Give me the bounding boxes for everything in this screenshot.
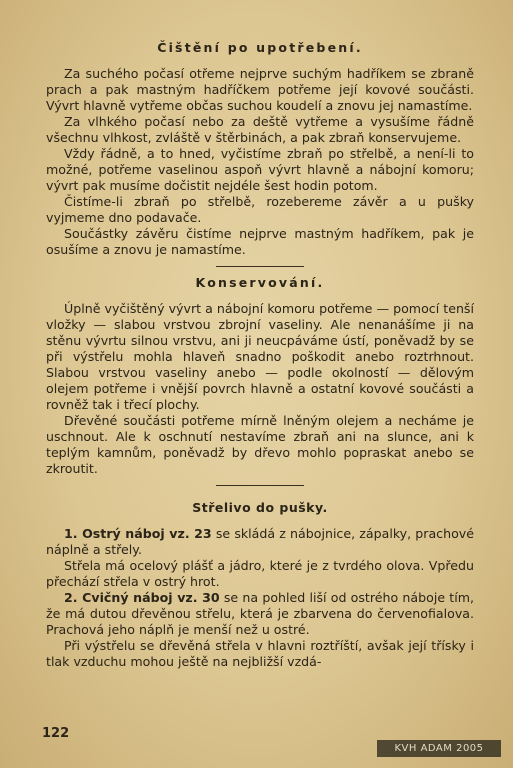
page-number: 122 (42, 726, 70, 741)
page-content (46, 40, 474, 670)
paragraph: Za vlhkého počasí nebo za deště vytřeme a vysušíme řádně všechnu vlhkost, zvláště v štěrbinách, a pak zbraň konservujeme. (46, 114, 474, 145)
section-heading-cleaning: Čištění po upotřebení. (157, 40, 363, 55)
paragraph: Střela má ocelový plášť a jádro, které je z tvrdého olova. Vpředu přechází střela v ostrý hrot. (46, 558, 474, 589)
paragraph-item-1 (46, 526, 474, 558)
item-text: se skládá z nábojnice, zápalky, prachové náplně a střely. (46, 526, 474, 557)
paragraph: Vždy řádně, a to hned, vyčistíme zbraň po střelbě, a není-li to možné, potřeme vaselinou aspoň vývrt hlavně a nábojní komoru; vývrt pak musíme dočistit nejdéle šest hodin potom. (46, 146, 474, 193)
section-heading-ammunition: Střelivo do pušky. (192, 500, 328, 515)
paragraph: Při výstřelu se dřevěná střela v hlavni roztříští, avšak její třísky i tlak vzduchu mohou ještě na nejbližší vzdá- (46, 638, 474, 669)
archive-stamp: KVH ADAM 2005 (377, 740, 501, 757)
section-divider (216, 266, 304, 267)
paragraph: Čistíme-li zbraň po střelbě, rozebereme závěr a u pušky vyjmeme dno podavače. (46, 194, 474, 225)
item-term: 2. Cvičný náboj vz. 30 (64, 590, 220, 605)
item-text: se na pohled liší od ostrého náboje tím, že má dutou dřevěnou střelu, která je zbarvena do červenofialova. Prachová jeho náplň je menší než u ostré. (46, 590, 474, 637)
item-term: 1. Ostrý náboj vz. 23 (64, 526, 212, 541)
paragraph-item-2 (46, 590, 474, 638)
section-heading-conservation: Konservování. (195, 275, 325, 290)
section-divider (216, 485, 304, 486)
paragraph: Úplně vyčištěný vývrt a nábojní komoru potřeme — pomocí tenší vložky — slabou vrstvou zbrojní vaseliny. Ale nenanášíme ji na stěnu vývrtu silnou vrstvu, ani ji neucpáváme ústí, poněvadž by se při výstřelu mohla hlaveň snadno poškodit anebo roztrhnout. Slabou vrstvou vaseliny anebo — podle okolností — dělovým olejem potřeme i vnější povrch hlavně a ostatní kovové součásti a rovněž tak i třecí plochy. (46, 301, 474, 412)
paragraph: Součástky závěru čistíme nejprve mastným hadříkem, pak je osušíme a znovu je namastíme. (46, 226, 474, 257)
paragraph: Dřevěné součásti potřeme mírně lněným olejem a necháme je uschnout. Ale k oschnutí nestavíme zbraň ani na slunce, ani k teplým kamnům, poněvadž by dřevo mohlo popraskat anebo se zkroutit. (46, 413, 474, 476)
paragraph: Za suchého počasí otřeme nejprve suchým hadříkem se zbraně prach a pak mastným hadříčkem potřeme její kovové součásti. Vývrt hlavně vytřeme občas suchou koudelí a znovu jej namastíme. (46, 66, 474, 113)
